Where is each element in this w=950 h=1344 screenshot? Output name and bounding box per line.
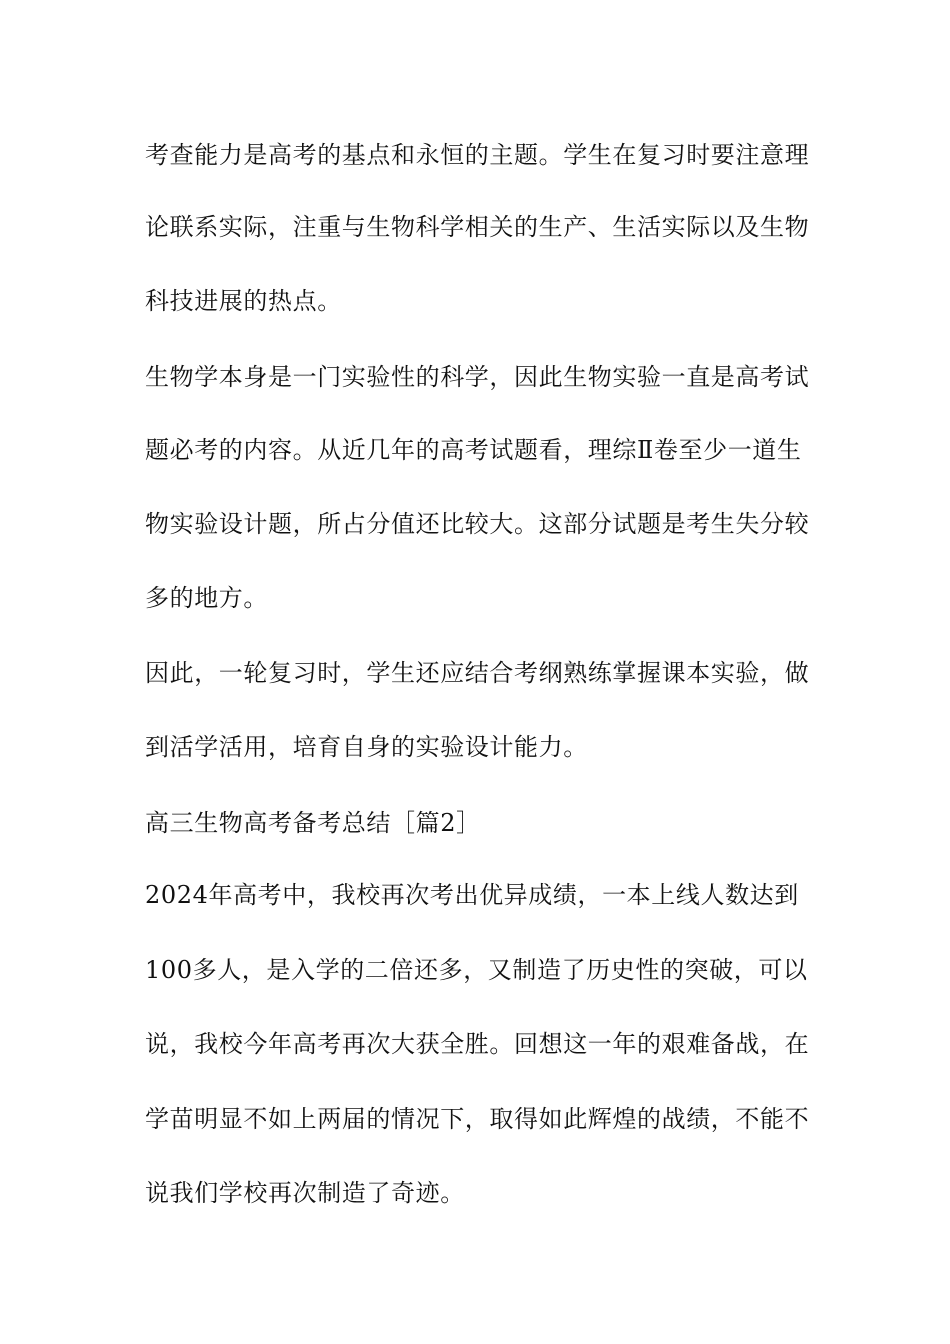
- text-line: 说我们学校再次制造了奇迹。: [145, 1179, 465, 1207]
- text-line: 100多人，是入学的二倍还多，又制造了历史性的突破，可以: [145, 956, 808, 984]
- text-line: 到活学活用，培育自身的实验设计能力。: [145, 733, 588, 761]
- text-line: 学苗明显不如上两届的情况下，取得如此辉煌的战绩，不能不: [145, 1105, 810, 1133]
- section-heading: 高三生物高考备考总结［篇2］: [145, 809, 481, 837]
- text-line: 物实验设计题，所占分值还比较大。这部分试题是考生失分较: [145, 510, 810, 538]
- text-line: 生物学本身是一门实验性的科学，因此生物实验一直是高考试: [145, 363, 810, 391]
- text-line: 题必考的内容。从近几年的高考试题看，理综Ⅱ卷至少一道生: [145, 436, 802, 464]
- text-line: 2024年高考中，我校再次考出优异成绩，一本上线人数达到: [145, 881, 799, 909]
- text-line: 多的地方。: [145, 584, 268, 612]
- text-line: 科技进展的热点。: [145, 287, 342, 315]
- text-line: 说，我校今年高考再次大获全胜。回想这一年的艰难备战，在: [145, 1030, 810, 1058]
- text-line: 考查能力是高考的基点和永恒的主题。学生在复习时要注意理: [145, 141, 810, 169]
- text-line: 因此，一轮复习时，学生还应结合考纲熟练掌握课本实验，做: [145, 659, 810, 687]
- text-line: 论联系实际，注重与生物科学相关的生产、生活实际以及生物: [145, 213, 810, 241]
